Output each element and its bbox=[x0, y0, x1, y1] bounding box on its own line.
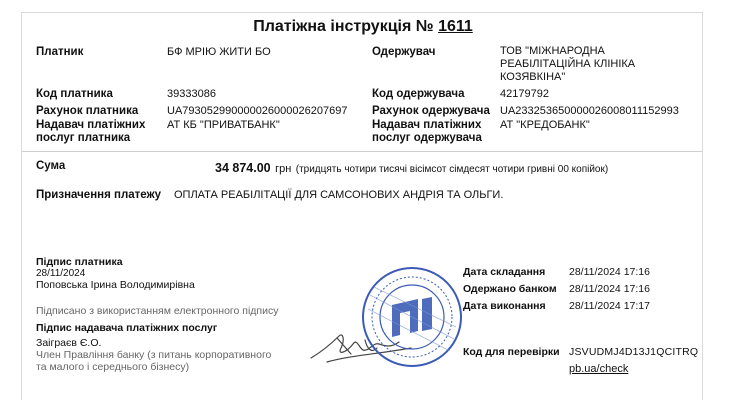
recipient-account-label: Рахунок одержувача bbox=[372, 105, 490, 117]
verification-link[interactable]: pb.ua/check bbox=[569, 363, 629, 375]
amount-currency: грн bbox=[275, 163, 292, 175]
payer-name: БФ МРІЮ ЖИТИ БО bbox=[167, 46, 271, 58]
created-date-label: Дата складання bbox=[463, 266, 546, 278]
verification-code: JSVUDMJ4D13J1QCITRQ bbox=[569, 346, 699, 358]
received-date: 28/11/2024 17:16 bbox=[569, 283, 650, 295]
payer-account: UA793052990000026000026207697 bbox=[167, 105, 348, 117]
provider-signer-position-2: та малого і середнього бізнесу) bbox=[36, 361, 190, 373]
recipient-name-line-3: КОЗЯВКІНА" bbox=[500, 71, 566, 83]
payer-code-label: Код платника bbox=[36, 88, 113, 100]
recipient-label: Одержувач bbox=[372, 46, 436, 58]
payer-account-label: Рахунок платника bbox=[36, 105, 139, 117]
purpose-text: ОПЛАТА РЕАБІЛІТАЦІЇ ДЛЯ САМСОНОВИХ АНДРІЯ ТА ОЛЬГИ. bbox=[174, 189, 504, 201]
amount-line bbox=[215, 159, 608, 177]
recipient-name-line-2: РЕАБІЛІТАЦІЙНА КЛІНІКА bbox=[500, 58, 636, 70]
provider-signature-label: Підпис надавача платіжних послуг bbox=[36, 322, 218, 334]
recipient-code-label: Код одержувача bbox=[372, 88, 465, 100]
divider bbox=[22, 151, 702, 152]
recipient-provider-label-1: Надавач платіжних bbox=[372, 119, 482, 131]
recipient-name-line-1: ТОВ "МІЖНАРОДНА bbox=[500, 45, 605, 57]
payer-signature-label: Підпис платника bbox=[36, 256, 123, 268]
payer-provider-label-1: Надавач платіжних bbox=[36, 119, 146, 131]
purpose-label: Призначення платежу bbox=[36, 189, 162, 201]
provider-signer-position-1: Член Правління банку (з питань корпоративного bbox=[36, 349, 272, 361]
payer-code: 39333086 bbox=[167, 88, 216, 100]
received-date-label: Одержано банком bbox=[463, 283, 557, 295]
payment-instruction-sheet bbox=[21, 12, 703, 400]
executed-date: 28/11/2024 17:17 bbox=[569, 300, 650, 312]
verification-code-label: Код для перевірки bbox=[463, 346, 560, 358]
provider-signer-name: Заіграєв Є.О. bbox=[36, 337, 102, 349]
recipient-code: 42179792 bbox=[500, 88, 549, 100]
created-date: 28/11/2024 17:16 bbox=[569, 266, 650, 278]
amount-in-words: (тридцять чотири тисячі вісімсот сімдесят чотири гривні 00 копійок) bbox=[295, 164, 609, 175]
document-number: 1611 bbox=[438, 18, 473, 35]
recipient-account: UA233253650000026008011152993 bbox=[500, 105, 679, 117]
document-title bbox=[22, 18, 704, 36]
amount-label: Сума bbox=[36, 160, 66, 172]
recipient-provider: АТ "КРЕДОБАНК" bbox=[500, 119, 590, 131]
payer-provider-label-2: послуг платника bbox=[36, 132, 131, 144]
payer-signature-date: 28/11/2024 bbox=[36, 268, 86, 279]
bank-stamp-icon bbox=[360, 265, 464, 369]
esign-note: Підписано з використанням електронного підпису bbox=[36, 305, 279, 317]
payer-label: Платник bbox=[36, 46, 84, 58]
title-prefix: Платіжна інструкція № bbox=[253, 18, 434, 35]
payer-provider: АТ КБ "ПРИВАТБАНК" bbox=[167, 119, 280, 131]
payer-signature-name: Поповська Ірина Володимирівна bbox=[36, 279, 195, 291]
recipient-provider-label-2: послуг одержувача bbox=[372, 132, 482, 144]
executed-date-label: Дата виконання bbox=[463, 300, 546, 312]
amount-value: 34 874.00 bbox=[215, 161, 271, 175]
